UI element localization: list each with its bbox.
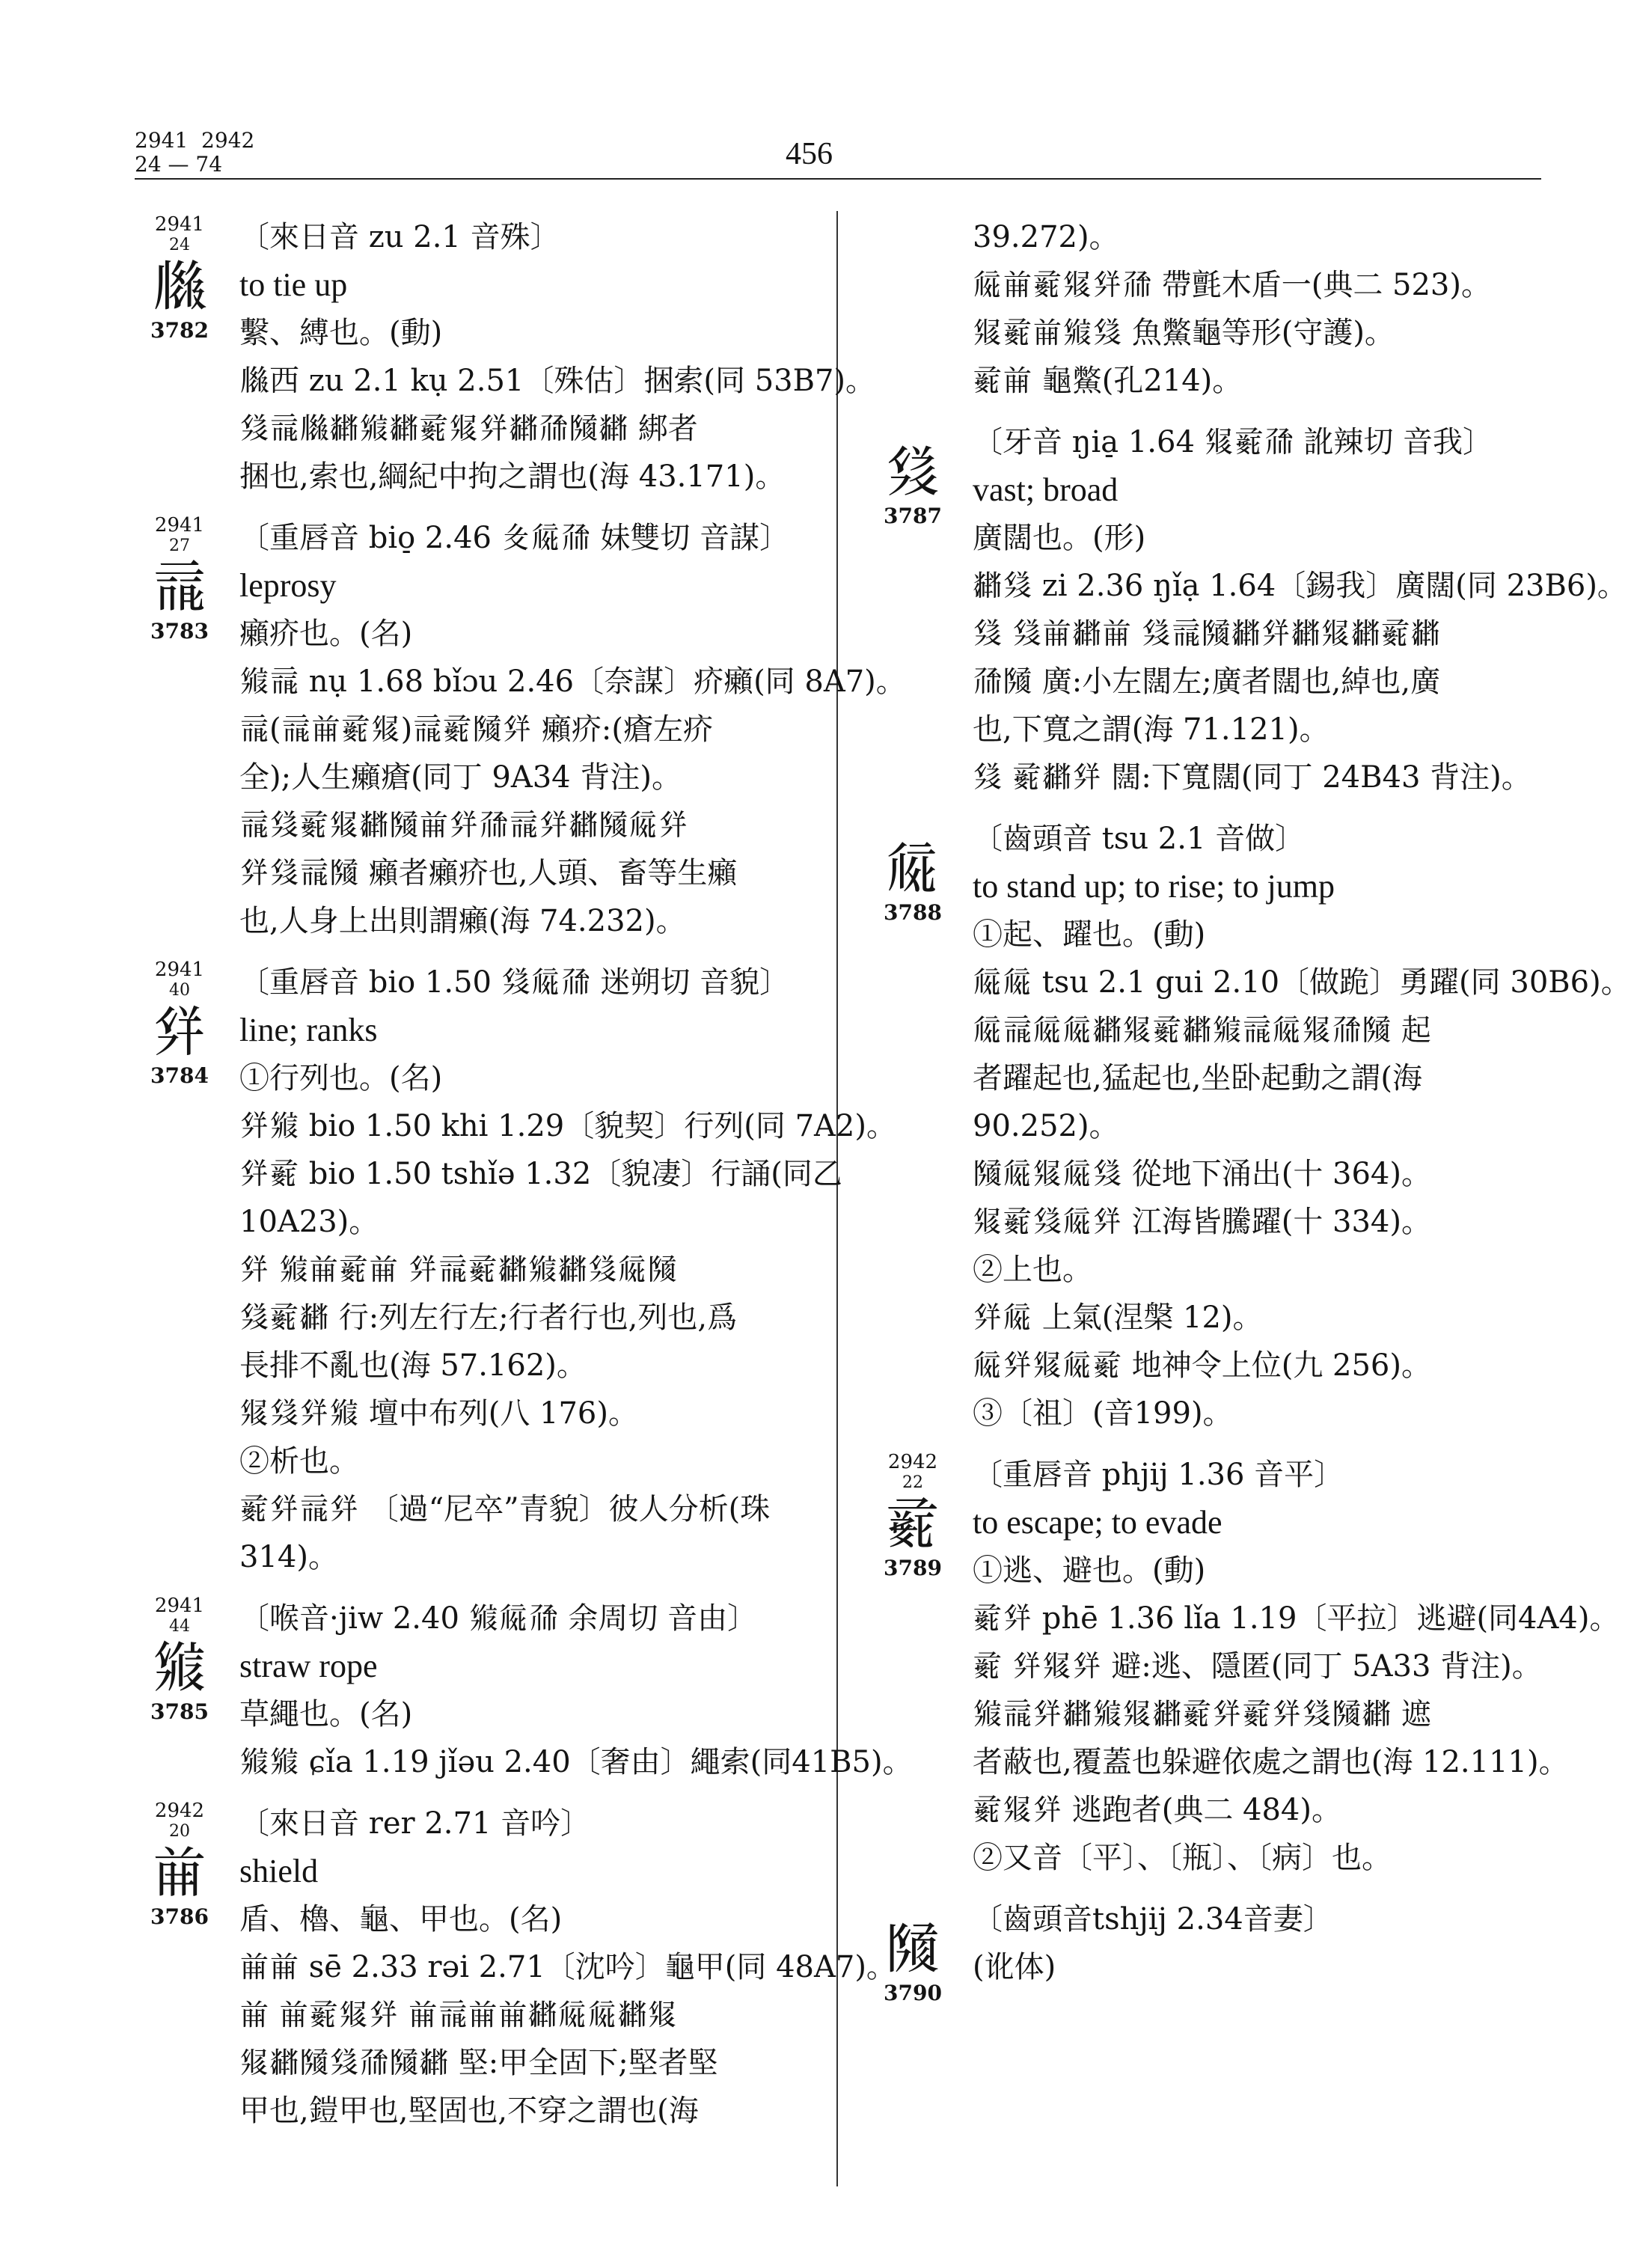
- entry-line: to escape; to evade: [973, 1504, 1223, 1541]
- entry-code: 2941: [154, 213, 205, 236]
- entry-line: 𗊰𘂤𗂧𗊡𗗙𗂧𘂤 堅:甲全固下;堅者堅: [239, 2046, 718, 2080]
- entry-line: 𗏁𗄈𗏁𗏁𘂤𗊰𗈜𘂤𗋚𗄈𗏁𗊰𗗙𗂧 起: [973, 1013, 1431, 1048]
- page-number: 456: [786, 137, 833, 171]
- entry-line: 𗗙𗂧 廣:小左闊左;廣者闊也,綽也,廣: [973, 664, 1441, 699]
- dictionary-entry: [135, 514, 906, 945]
- entry-margin-ref: [135, 213, 224, 343]
- entry-line: ②又音〔平〕、〔瓶〕、〔病〕也。: [973, 1841, 1392, 1875]
- entry-line: 𗊐𗊡𗄈𗂧 癩者癩疥也,人頭、畜等生癩: [239, 856, 738, 890]
- head-glyph: 𗂧: [885, 1917, 940, 1981]
- entry-line: 長排不亂也(海 57.162)。: [239, 1348, 587, 1383]
- entry-line: 〔重唇音 bio̠ 2.46 𗃐𗏁𗗙 妹雙切 音謀〕: [239, 521, 790, 555]
- entry-line: 10A23)。: [239, 1205, 379, 1239]
- dictionary-entry: [868, 1895, 1534, 2005]
- entry-line: line; ranks: [239, 1012, 378, 1048]
- entry-line: 𗈜𗊐𗄈𗊐 〔過“尼卒”青貌〕彼人分析(珠: [239, 1492, 771, 1526]
- entry-number: 3787: [884, 504, 942, 528]
- entry-line: 〔齒頭音 tsu 2.1 音做〕: [973, 822, 1306, 856]
- dictionary-entry: [868, 213, 1534, 405]
- entry-line: 𗊐𗈜 bio 1.50 tshǐə 1.32〔貌凄〕行誦(同乙: [239, 1157, 842, 1191]
- entry-line: 〔重唇音 bio 1.50 𗊡𗏁𗗙 迷朔切 音貌〕: [239, 965, 790, 1000]
- page-header: [135, 129, 1526, 181]
- entry-line: 〔來日音 rer 2.71 音吟〕: [239, 1806, 591, 1841]
- entry-number: 3784: [150, 1063, 209, 1088]
- entry-code: 2942: [887, 1451, 938, 1473]
- head-glyph: 𗊐: [152, 1000, 207, 1064]
- entry-line: 也,下寬之謂(海 71.121)。: [973, 712, 1329, 747]
- entry-margin-ref: [135, 514, 224, 644]
- entry-margin-ref: [135, 959, 224, 1089]
- dictionary-entry: [135, 1800, 896, 2135]
- entry-line: to tie up: [239, 266, 348, 303]
- entry-line: 𗊐𗋚 bio 1.50 khi 1.29〔貌契〕行列(同 7A2)。: [239, 1109, 896, 1143]
- entry-line: 𗈜𗊰𗊐 逃跑者(典二 484)。: [973, 1793, 1341, 1827]
- entry-line: 𗐺𗐺 sē 2.33 rəi 2.71〔沈吟〕龜甲(同 48A7)。: [239, 1950, 896, 1984]
- entry-line: 𗊐𗏁 上氣(涅槃 12)。: [973, 1300, 1263, 1335]
- entry-number: 3782: [150, 318, 209, 343]
- entry-line: leprosy: [239, 567, 337, 604]
- entry-line: 𗋚𗄈 nụ 1.68 bǐɔu 2.46〔奈謀〕疥癩(同 8A7)。: [239, 664, 906, 699]
- entry-line: ①逃、避也。(動): [973, 1553, 1206, 1588]
- entry-line: 甲也,鎧甲也,堅固也,不穿之謂也(海: [239, 2094, 699, 2128]
- entry-line: 〔重唇音 phjij 1.36 音平〕: [973, 1458, 1344, 1492]
- entry-line: 〔牙音 ŋia̠ 1.64 𗊰𗈜𗗙 訛辣切 音我〕: [973, 425, 1493, 459]
- dictionary-entry: [135, 213, 876, 501]
- entry-line: 𗊡 𗊡𗐺𘂤𗐺 𗊡𗄈𗂧𘂤𗊐𘂤𗊰𘂤𗈜𘂤: [973, 617, 1441, 651]
- entry-line: 𗏁𗐺𗈜𗊰𗊐𗗙 帶氈木盾一(典二 523)。: [973, 268, 1491, 302]
- entry-line: 𗋚𗋚 ɕǐa 1.19 jǐəu 2.40〔奢由〕繩索(同41B5)。: [239, 1745, 913, 1779]
- entry-line: shield: [239, 1853, 319, 1889]
- entry-number: 3788: [884, 900, 942, 925]
- entry-margin-ref: [135, 1595, 224, 1725]
- entry-line: 𗊡𗈜𘂤 行:列左行左;行者行也,列也,爲: [239, 1300, 738, 1335]
- entry-subcode: 22: [902, 1473, 923, 1492]
- entry-line: 𗋚𗄈𗊐𘂤𗋚𗊰𘂤𗈜𗊐𗈜𗊐𗊡𗂧𘂤 遮: [973, 1697, 1431, 1731]
- head-glyph: 𗄈: [152, 555, 207, 620]
- entry-line: 90.252)。: [973, 1109, 1119, 1143]
- entry-line: 癩疥也。(名): [239, 617, 413, 651]
- entry-line: 39.272)。: [973, 220, 1119, 254]
- entry-line: 314)。: [239, 1540, 338, 1574]
- entry-code: 2941: [154, 514, 205, 537]
- entry-line: vast; broad: [973, 471, 1119, 508]
- entry-number: 3785: [150, 1699, 209, 1724]
- entry-line: 𗏁𗏁 tsu 2.1 gui 2.10〔做跪〕勇躍(同 30B6)。: [973, 965, 1631, 1000]
- entry-line: 全);人生癩瘡(同丁 9A34 背注)。: [239, 760, 682, 795]
- entry-margin-ref: [868, 1895, 958, 2006]
- entry-line: 〔喉音·jiw 2.40 𗋚𗏁𗗙 余周切 音由〕: [239, 1601, 758, 1636]
- entry-number: 3783: [150, 619, 209, 644]
- entry-line: 𗊰𗈜𗊡𗏁𗊐 江海皆騰躍(十 334)。: [973, 1205, 1431, 1239]
- entry-line: 者蔽也,覆蓋也躲避依處之謂也(海 12.111)。: [973, 1745, 1569, 1779]
- head-glyph: 𗊡: [885, 440, 940, 504]
- entry-line: straw rope: [239, 1648, 378, 1684]
- entry-line: 𗂧𗏁𗊰𗏁𗊡 從地下涌出(十 364)。: [973, 1157, 1431, 1191]
- entry-line: 廣闊也。(形): [973, 521, 1146, 555]
- header-code-range: 2941 2942: [135, 128, 255, 153]
- entry-line: 𗊰𗊡𗊐𗋚 壇中布列(八 176)。: [239, 1396, 638, 1431]
- entry-line: (讹体): [973, 1950, 1056, 1984]
- entry-line: 〔來日音 zu 2.1 音殊〕: [239, 220, 560, 254]
- entry-subcode: 24: [169, 236, 190, 254]
- entry-line: 捆也,索也,綱紀中拘之謂也(海 43.171)。: [239, 459, 786, 494]
- dictionary-entry: [135, 959, 896, 1581]
- column-divider: [836, 211, 838, 2186]
- entry-margin-ref: [868, 1451, 958, 1581]
- entry-subcode: 40: [169, 981, 190, 1000]
- entry-line: ①起、躍也。(動): [973, 917, 1206, 952]
- entry-code: 2942: [154, 1800, 205, 1822]
- entry-number: 3786: [150, 1904, 209, 1929]
- entry-line: 𗊐 𗋚𗐺𗈜𗐺 𗊐𗄈𗈜𘂤𗋚𘂤𗊡𗏁𗂧: [239, 1253, 678, 1287]
- entry-line: ①行列也。(名): [239, 1061, 443, 1095]
- entry-line: 繫、縛也。(動): [239, 316, 443, 350]
- entry-subcode: 20: [169, 1822, 190, 1841]
- header-rule: [135, 178, 1541, 180]
- entry-line: ②上也。: [973, 1253, 1092, 1287]
- head-glyph: 𗈜: [885, 1492, 940, 1556]
- entry-line: 盾、櫓、龜、甲也。(名): [239, 1902, 563, 1937]
- entry-line: 𗈜𗐺 龜鱉(孔214)。: [973, 364, 1243, 398]
- header-code-sub: 24 — 74: [135, 152, 223, 177]
- entry-margin-ref: [868, 418, 958, 529]
- entry-margin-ref: [868, 815, 958, 926]
- entry-code: 2941: [154, 1595, 205, 1617]
- entry-line: 𗄈(𗄈𗐺𗈜𗊰)𗄈𗈜𗂧𗊐 癩疥:(瘡左疥: [239, 712, 714, 747]
- header-codes: [135, 129, 254, 177]
- dictionary-entry: [868, 1451, 1620, 1882]
- entry-line: 也,人身上出則謂癩(海 74.232)。: [239, 904, 686, 938]
- entry-line: 者躍起也,猛起也,坐卧起動之謂(海: [973, 1061, 1423, 1095]
- entry-line: 𗈜𗊐 phē 1.36 lǐa 1.19〔平拉〕逃避(同4A4)。: [973, 1601, 1620, 1636]
- entry-line: 𗊡𗄈𗆍𘂤𗋚𘂤𗈜𗊰𗊐𘂤𗗙𗂧𘂤 綁者: [239, 412, 698, 446]
- dictionary-entry: [868, 418, 1627, 801]
- entry-line: 𗐺 𗐺𗈜𗊰𗊐 𗐺𗄈𗐺𗐺𘂤𗏁𗏁𘂤𗊰: [239, 1998, 678, 2032]
- entry-line: 𗊰𗈜𗐺𗋚𗊡 魚鱉龜等形(守護)。: [973, 316, 1395, 350]
- right-column: [868, 213, 1631, 2005]
- head-glyph: 𗏁: [885, 837, 940, 901]
- entry-code: 2941: [154, 959, 205, 981]
- entry-margin-ref: [135, 1800, 224, 1930]
- entry-line: 𗈜 𗊐𗊰𗊐 避:逃、隱匿(同丁 5A33 背注)。: [973, 1649, 1542, 1684]
- entry-subcode: 27: [169, 537, 190, 555]
- entry-line: 𗏁𗊐𗊰𗏁𗈜 地神令上位(九 256)。: [973, 1348, 1431, 1383]
- entry-line: 𘂤𗊡 zi 2.36 ŋǐạ 1.64〔錫我〕廣闊(同 23B6)。: [973, 569, 1627, 603]
- entry-line: ③〔祖〕(音199)。: [973, 1396, 1233, 1431]
- entry-line: 草繩也。(名): [239, 1697, 413, 1731]
- head-glyph: 𗆍: [152, 254, 207, 319]
- entry-line: 𗆍西 zu 2.1 kụ 2.51〔殊估〕捆索(同 53B7)。: [239, 364, 876, 398]
- head-glyph: 𗐺: [152, 1841, 207, 1905]
- dictionary-entry: [135, 1595, 913, 1786]
- entry-number: 3790: [884, 1981, 942, 2005]
- entry-number: 3789: [884, 1556, 942, 1580]
- entry-line: to stand up; to rise; to jump: [973, 868, 1335, 905]
- entry-line: ②析也。: [239, 1444, 359, 1479]
- entry-line: 𗊡 𗈜𘂤𗊐 闊:下寬闊(同丁 24B43 背注)。: [973, 760, 1531, 795]
- head-glyph: 𗋚: [152, 1636, 207, 1700]
- entry-subcode: 44: [169, 1617, 190, 1636]
- entry-line: 𗄈𗊡𗈜𗊰𘂤𗂧𗐺𗊐𗗙𗄈𗊐𘂤𗂧𗏁𗊐: [239, 808, 688, 843]
- dictionary-entry: [868, 815, 1631, 1437]
- entry-line: 〔齒頭音tshjij 2.34音妻〕: [973, 1902, 1333, 1937]
